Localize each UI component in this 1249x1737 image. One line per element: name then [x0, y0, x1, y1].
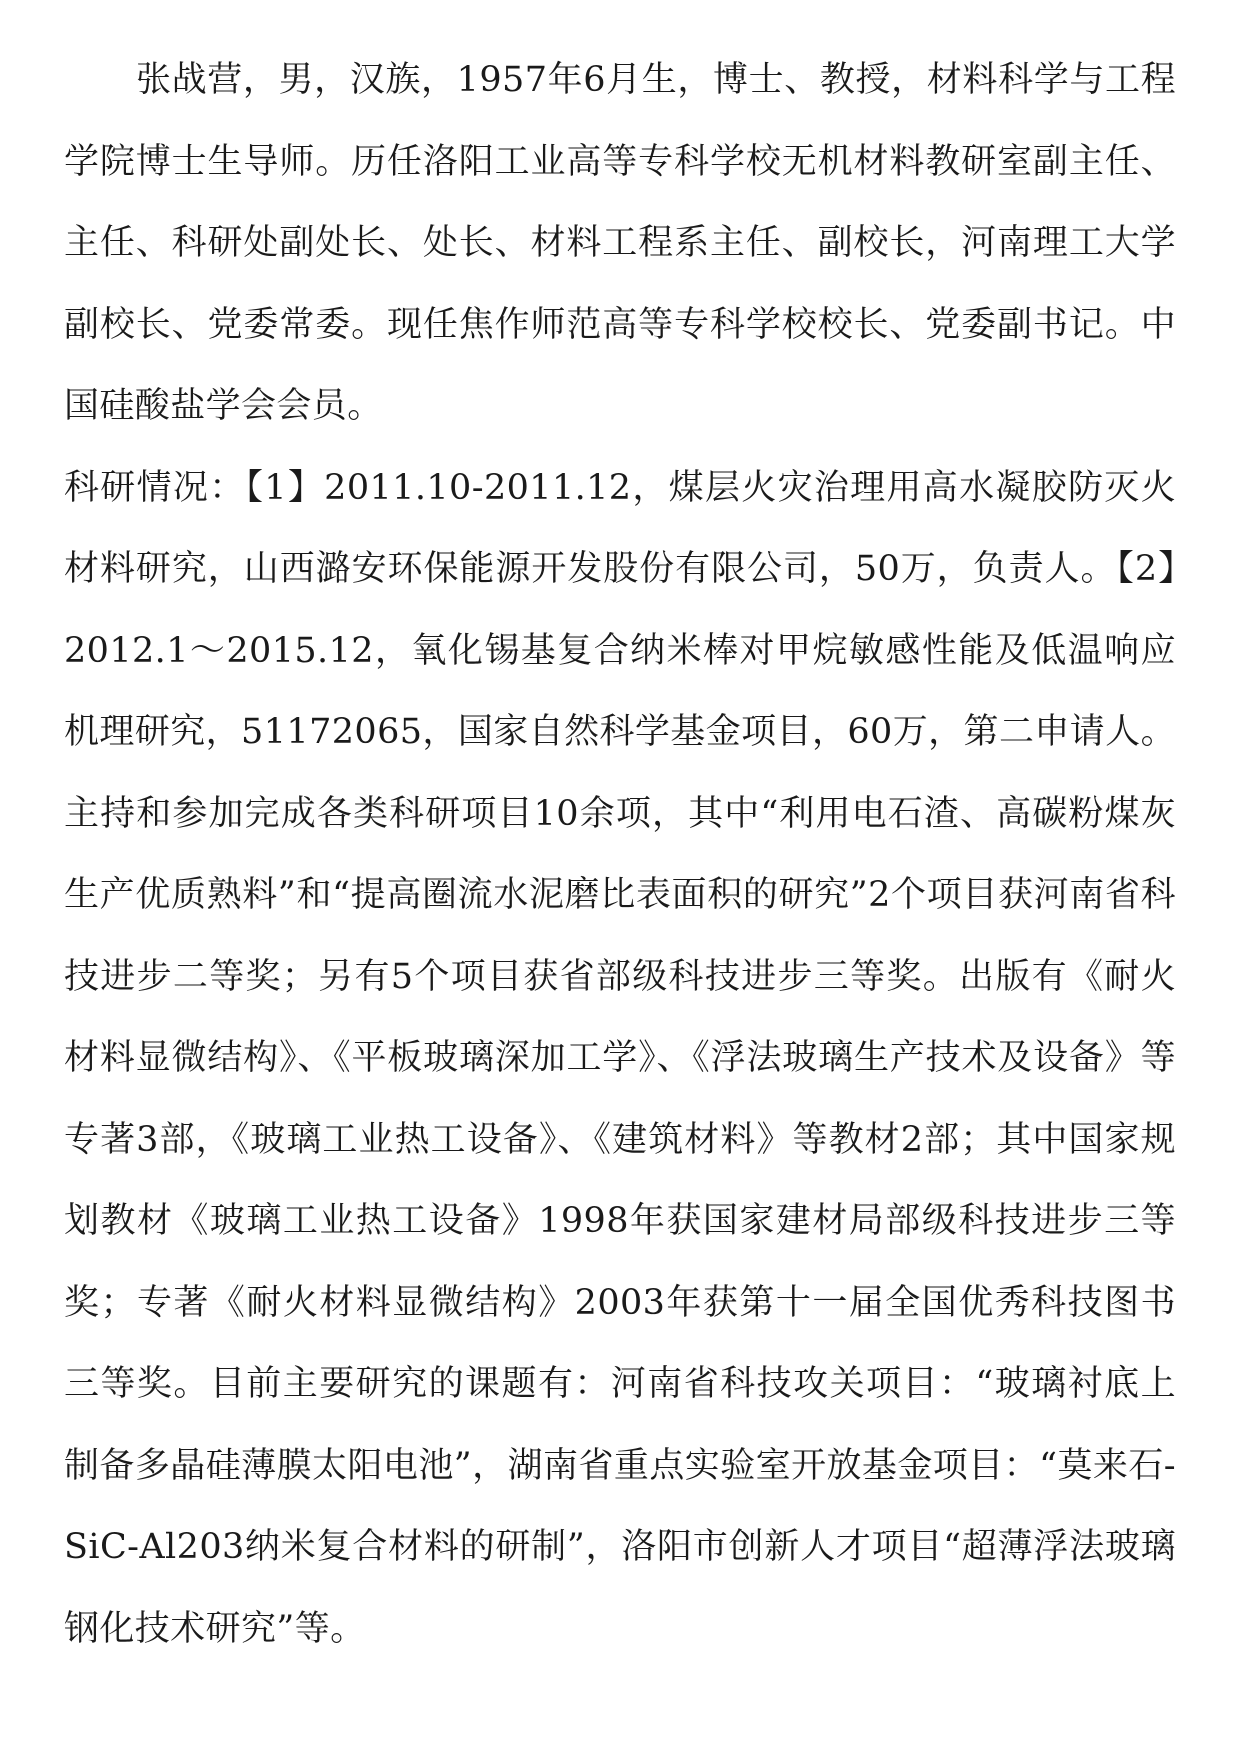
document-page: [64, 40, 1176, 1670]
research-paragraph: 科研情况：【1】2011.10-2011.12，煤层火灾治理用高水凝胶防灭火材料研究，山西潞安环保能源开发股份有限公司，50万，负责人。【2】2012.1～2015.12，氧化锡基复合纳米棒对甲烷敏感性能及低温响应机理研究，51172065，国家自然科学基金项目，60万，第二申请人。主持和参加完成各类科研项目10余项，其中“利用电石渣、高碳粉煤灰生产优质熟料”和“提高圈流水泥磨比表面积的研究”2个项目获河南省科技进步二等奖；另有5个项目获省部级科技进步三等奖。出版有《耐火材料显微结构》、《平板玻璃深加工学》、《浮法玻璃生产技术及设备》等专著3部，《玻璃工业热工设备》、《建筑材料》等教材2部；其中国家规划教材《玻璃工业热工设备》1998年获国家建材局部级科技进步三等奖；专著《耐火材料显微结构》2003年获第十一届全国优秀科技图书三等奖。目前主要研究的课题有：河南省科技攻关项目：“玻璃衬底上制备多晶硅薄膜太阳电池”，湖南省重点实验室开放基金项目：“莫来石-SiC-Al203纳米复合材料的研制”，洛阳市创新人才项目“超薄浮法玻璃钢化技术研究”等。: [64, 467, 1176, 1649]
biography-paragraph: 张战营，男，汉族，1957年6月生，博士、教授，材料科学与工程学院博士生导师。历任洛阳工业高等专科学校无机材料教研室副主任、主任、科研处副处长、处长、材料工程系主任、副校长，河南理工大学副校长、党委常委。现任焦作师范高等专科学校校长、党委副书记。中国硅酸盐学会会员。: [64, 60, 1176, 426]
